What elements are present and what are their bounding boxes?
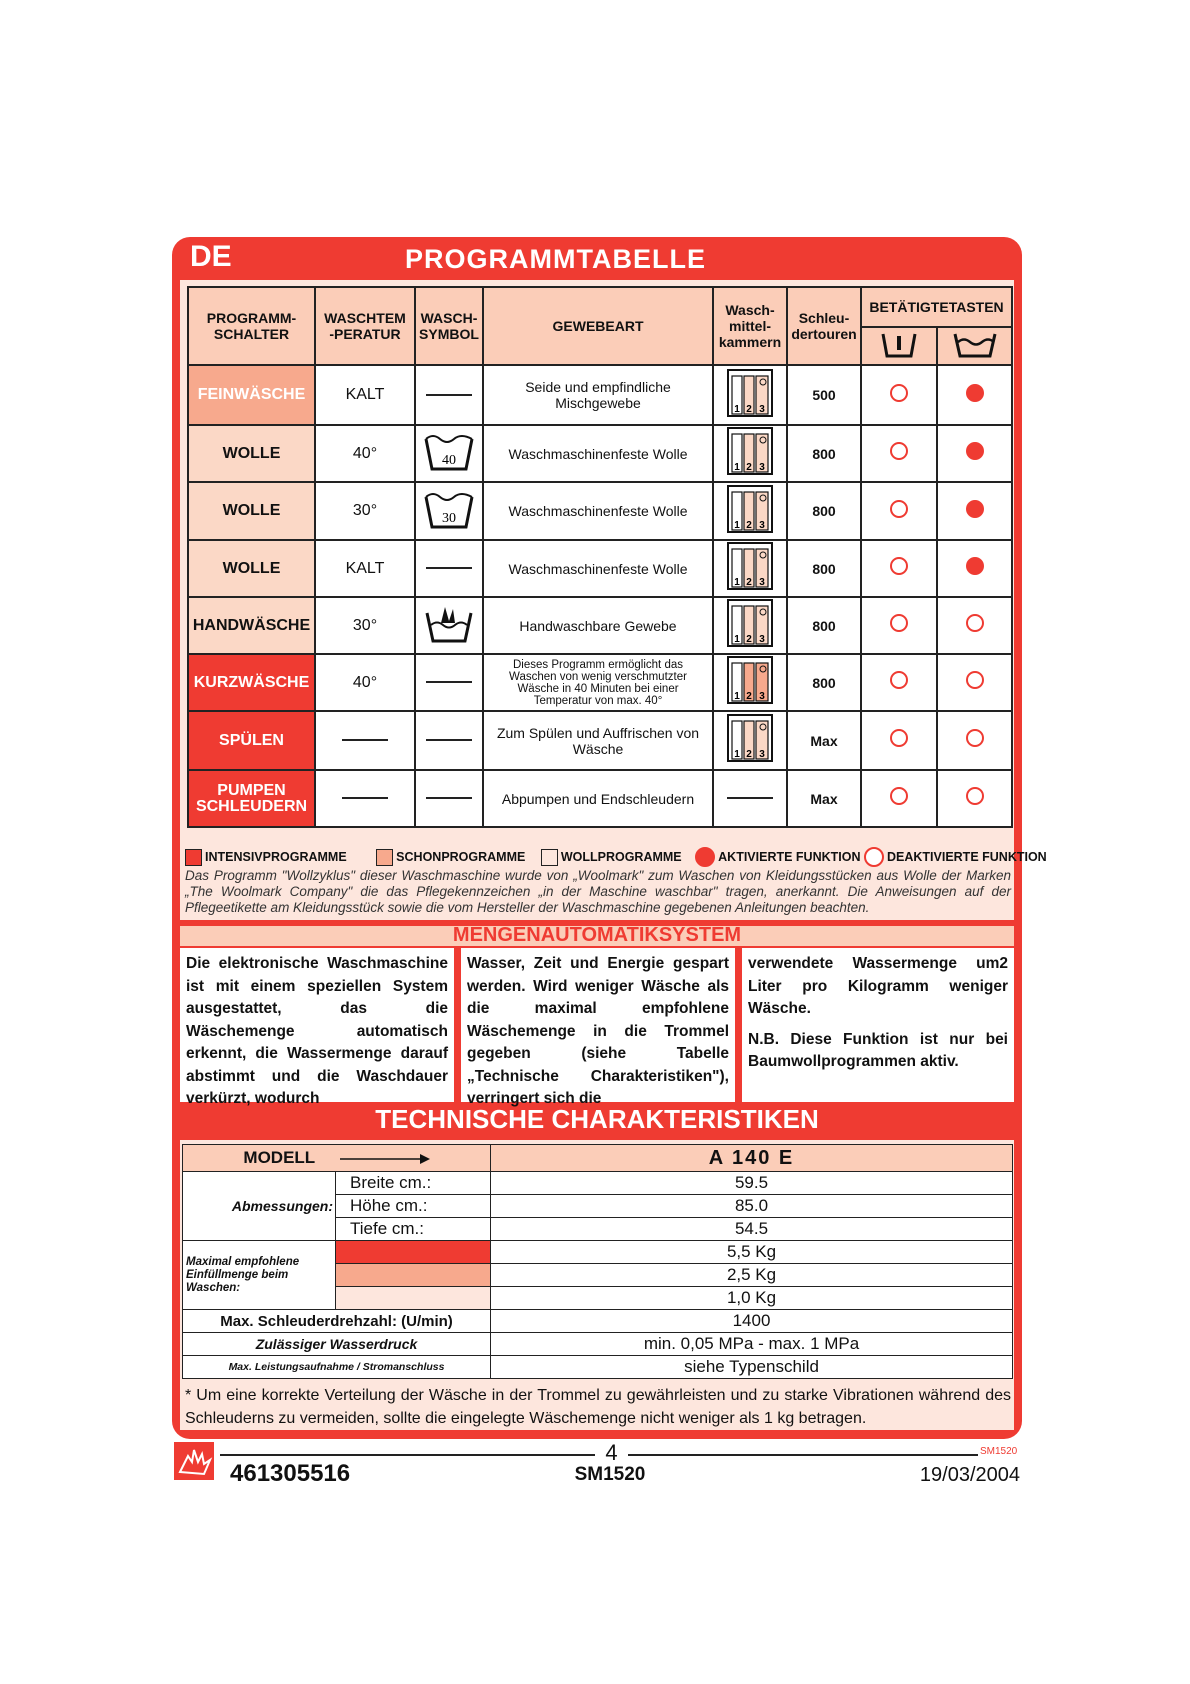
load-gentle-swatch [336,1264,491,1287]
auto-col-3b: N.B. Diese Funktion ist nur bei Baumwollprogrammen aktiv. [748,1030,1008,1070]
status-circle-icon [890,557,908,575]
svg-text:3: 3 [759,577,765,588]
button-prewash [861,482,937,540]
svg-text:1: 1 [734,749,740,760]
svg-text:2: 2 [746,519,752,531]
button-prewash [861,654,937,711]
col-fabric: GEWEBEART [483,287,713,365]
fabric-type: Handwaschbare Gewebe [483,597,713,654]
wash-tub-icon [937,327,1012,365]
detergent-drawer [713,365,787,425]
woolmark-note: Das Programm "Wollzyklus" dieser Waschmaschine wurde von „Woolmark" zum Waschen von Kleidungsstücken aus Wolle der Marken „The Woolmark Company" die das Pflegekennzeichen „in der Maschine waschbar" tragen, anerkannt. Die Anweisungen auf der Pflegeetikette am Kleidungsstück sowie die vom Hersteller der Waschmaschine gegebenen Anleitungen beachten. [185,868,1011,915]
spin-label: Max. Schleuderdrehzahl: (U/min) [183,1310,491,1333]
legend [185,847,1047,867]
tech-title: TECHNISCHE CHARAKTERISTIKEN [375,1104,819,1134]
model-label-cell [183,1145,491,1172]
program-table [187,286,1013,828]
svg-text:2: 2 [746,403,752,415]
status-circle-icon [966,442,984,460]
load-value-3: 1,0 Kg [491,1287,1013,1310]
load-intensive-swatch [336,1241,491,1264]
legend-intensive: INTENSIVPROGRAMME [205,850,347,864]
button-wash [937,540,1012,597]
hand-wash-icon [423,601,475,645]
program-row [188,770,1012,827]
small-code: SM1520 [980,1446,1018,1457]
button-wash [937,654,1012,711]
inactive-circle-icon [864,847,884,867]
load-wool-swatch [336,1287,491,1310]
arrow-right-icon [340,1153,430,1165]
fabric-type: Dieses Programm ermöglicht das Waschen von wenig verschmutzter Wäsche in 40 Minuten bei einer Temperatur von max. 40° [483,654,713,711]
program-row [188,711,1012,770]
active-circle-icon [695,847,715,867]
load-value-1: 5,5 Kg [491,1241,1013,1264]
part-number: 461305516 [230,1460,351,1487]
button-wash [937,365,1012,425]
footer-rule-right [628,1454,978,1456]
program-name: KURZWÄSCHE [188,654,315,711]
spin-value: 1400 [491,1310,1013,1333]
model-value: A 140 E [491,1145,1013,1172]
svg-text:3: 3 [759,519,765,531]
detergent-drawer [713,425,787,482]
col-buttons: BETÄTIGTETASTEN [861,287,1012,327]
fabric-type: Waschmaschinenfeste Wolle [483,482,713,540]
program-temp [315,711,415,770]
wool-swatch [541,849,558,866]
wash-symbol [415,540,483,597]
program-name: SPÜLEN [188,711,315,770]
button-prewash [861,597,937,654]
status-circle-icon [890,500,908,518]
model-label: MODELL [243,1148,315,1167]
program-name: FEINWÄSCHE [188,365,315,425]
svg-text:2: 2 [746,691,752,702]
status-circle-icon [890,614,908,632]
detergent-drawer [713,711,787,770]
status-circle-icon [890,671,908,689]
spin-speed: Max [787,711,861,770]
auto-col-3a: verwendete Wassermenge um2 Liter pro Kilogramm weniger Wäsche. [748,955,1008,1017]
program-name: PUMPEN SCHLEUDERN [188,770,315,827]
dim-label: Abmessungen: [183,1172,336,1241]
wash-symbol [415,654,483,711]
spin-speed: 800 [787,597,861,654]
status-circle-icon [966,384,984,402]
program-row [188,482,1012,540]
program-name: HANDWÄSCHE [188,597,315,654]
pressure-label: Zulässiger Wasserdruck [183,1333,491,1356]
status-circle-icon [966,729,984,747]
drawer-icon [726,541,774,591]
spin-speed: 500 [787,365,861,425]
col-drawer: Wasch- mittel- kammern [713,287,787,365]
legend-active: AKTIVIERTE FUNKTION [718,850,861,864]
pressure-value: min. 0,05 MPa - max. 1 MPa [491,1333,1013,1356]
legend-wool: WOLLPROGRAMME [560,850,682,864]
drawer-icon [726,713,774,763]
svg-text:3: 3 [759,634,765,645]
button-prewash [861,425,937,482]
program-row [188,540,1012,597]
program-temp: 30° [315,482,415,540]
fabric-type: Abpumpen und Endschleudern [483,770,713,827]
spin-speed: 800 [787,425,861,482]
wash-tub-40-icon [422,429,476,473]
spin-speed: 800 [787,482,861,540]
width-label: Breite cm.: [336,1172,491,1195]
program-temp [315,770,415,827]
status-circle-icon [966,671,984,689]
wash-symbol [415,711,483,770]
status-circle-icon [966,614,984,632]
status-circle-icon [966,787,984,805]
intensive-swatch [185,849,202,866]
col-spin: Schleu- dertouren [787,287,861,365]
page-title: PROGRAMMTABELLE [405,244,706,274]
width-value: 59.5 [491,1172,1013,1195]
svg-text:3: 3 [759,691,765,702]
detergent-drawer [713,482,787,540]
button-prewash [861,540,937,597]
dash [426,567,472,569]
hand-warning-icon [174,1442,214,1480]
button-wash [937,597,1012,654]
dash [426,797,472,799]
prewash-icon [861,327,937,365]
legend-inactive: DEAKTIVIERTE FUNKTION [886,850,1047,864]
wash-symbol [415,770,483,827]
svg-text:2: 2 [746,749,752,760]
wash-symbol [415,482,483,540]
drawer-icon [726,368,774,418]
dash [727,797,773,799]
auto-title: MENGENAUTOMATIKSYSTEM [452,924,742,946]
auto-col-2: Wasser, Zeit und Energie gespart werden. Wird weniger Wäsche als die maximal empfohlene Wäschemenge in die Trommel gegeben (siehe Tabelle „Technische Charakteristiken"), verringert sich die [461,948,735,1102]
col-program: PROGRAMM- SCHALTER [188,287,315,365]
program-row [188,654,1012,711]
auto-col-3 [742,948,1014,1102]
svg-text:3: 3 [759,749,765,760]
program-temp: 30° [315,597,415,654]
fabric-type: Seide und empfindliche Mischgewebe [483,365,713,425]
detergent-drawer [713,597,787,654]
svg-text:3: 3 [759,403,765,415]
program-name: WOLLE [188,425,315,482]
footer-rule-left [220,1454,595,1456]
load-label: Maximal empfohlene Einfüllmenge beim Waschen: [183,1241,336,1310]
svg-text:1: 1 [734,634,740,645]
depth-label: Tiefe cm.: [336,1218,491,1241]
svg-text:1: 1 [734,403,740,415]
status-circle-icon [890,384,908,402]
dash [426,681,472,683]
doc-code: SM1520 [574,1464,646,1485]
wash-temp-label: 40 [442,453,456,468]
detergent-drawer [713,770,787,827]
col-symbol: WASCH- SYMBOL [415,287,483,365]
wash-symbol [415,365,483,425]
wash-symbol [415,425,483,482]
depth-value: 54.5 [491,1218,1013,1241]
drawer-icon [726,655,774,705]
fabric-type: Zum Spülen und Auffrischen von Wäsche [483,711,713,770]
button-wash [937,770,1012,827]
detergent-drawer [713,654,787,711]
program-name: WOLLE [188,482,315,540]
legend-gentle: SCHONPROGRAMME [396,850,526,864]
svg-text:3: 3 [759,462,765,473]
button-wash [937,482,1012,540]
program-temp: KALT [315,365,415,425]
status-circle-icon [966,500,984,518]
dash [426,739,472,741]
status-circle-icon [966,557,984,575]
program-row [188,597,1012,654]
height-value: 85.0 [491,1195,1013,1218]
button-prewash [861,711,937,770]
status-circle-icon [890,442,908,460]
program-temp: 40° [315,425,415,482]
spin-speed: Max [787,770,861,827]
power-label: Max. Leistungsaufnahme / Stromanschluss [183,1356,491,1379]
doc-date: 19/03/2004 [919,1464,1020,1486]
drawer-icon [726,484,774,534]
wash-temp-label: 30 [442,510,456,526]
svg-text:2: 2 [746,462,752,473]
program-name: WOLLE [188,540,315,597]
drawer-icon [726,426,774,476]
svg-text:1: 1 [734,577,740,588]
button-prewash [861,770,937,827]
button-wash [937,711,1012,770]
fabric-type: Waschmaschinenfeste Wolle [483,540,713,597]
drawer-icon [726,598,774,648]
height-label: Höhe cm.: [336,1195,491,1218]
spin-speed: 800 [787,540,861,597]
wash-symbol [415,597,483,654]
footnote: * Um eine korrekte Verteilung der Wäsche in der Trommel zu gewährleisten und zu starke Vibrationen während des Schleuderns zu vermeiden, sollte die eingelegte Wäschemenge nicht weniger als 1 kg betragen. [185,1387,1011,1427]
svg-text:1: 1 [734,519,740,531]
svg-text:2: 2 [746,577,752,588]
dash [342,797,388,799]
button-wash [937,425,1012,482]
tech-table [182,1144,1013,1379]
load-value-2: 2,5 Kg [491,1264,1013,1287]
svg-text:1: 1 [734,691,740,702]
wash-tub-30-icon [422,487,476,531]
page-number: 4 [605,1440,618,1465]
col-temp: WASCHTEM -PERATUR [315,287,415,365]
spin-speed: 800 [787,654,861,711]
button-prewash [861,365,937,425]
status-circle-icon [890,787,908,805]
gentle-swatch [376,849,393,866]
svg-text:2: 2 [746,634,752,645]
dash [426,394,472,396]
auto-col-1: Die elektronische Waschmaschine ist mit einem speziellen System ausgestattet, das die Wäschemenge automatisch erkennt, die Wassermenge darauf abstimmt und die Waschdauer verkürzt, wodurch [180,948,454,1102]
status-circle-icon [890,729,908,747]
program-temp: 40° [315,654,415,711]
fabric-type: Waschmaschinenfeste Wolle [483,425,713,482]
dash [342,739,388,741]
power-value: siehe Typenschild [491,1356,1013,1379]
detergent-drawer [713,540,787,597]
program-row [188,365,1012,425]
language-code: DE [190,240,232,273]
svg-text:1: 1 [734,462,740,473]
program-temp: KALT [315,540,415,597]
program-row [188,425,1012,482]
